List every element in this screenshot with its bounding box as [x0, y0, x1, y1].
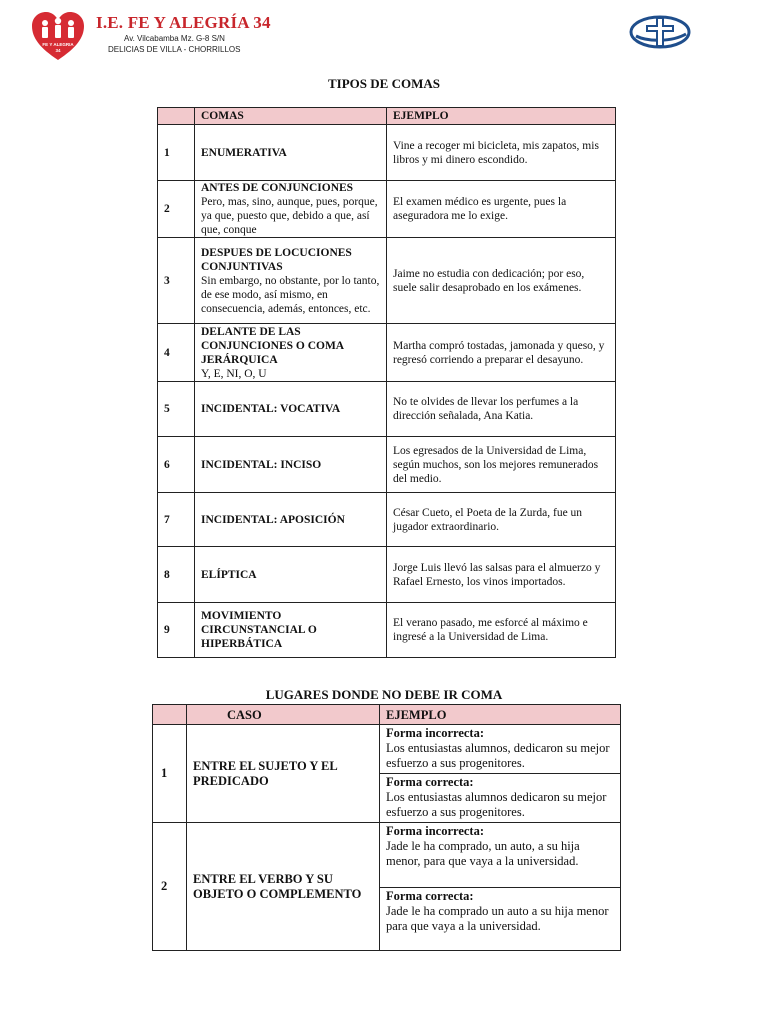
- row-number: 3: [158, 238, 195, 324]
- header-num: [158, 108, 195, 125]
- correct-text: Los entusiastas alumnos dedicaron su mejor esfuerzo a sus progenitores.: [386, 790, 607, 819]
- table-row: [158, 382, 616, 437]
- header-ejemplo: EJEMPLO: [387, 108, 616, 125]
- row-number: 9: [158, 603, 195, 658]
- correct-example-cell: [380, 888, 621, 951]
- correct-label: Forma correcta:: [386, 775, 474, 789]
- table-row: [158, 125, 616, 181]
- school-name: I.E. FE Y ALEGRÍA 34: [96, 13, 271, 32]
- comma-type-cell: [195, 547, 387, 603]
- example-cell: Vine a recoger mi bicicleta, mis zapatos, mis libros y mi dinero escondido.: [387, 125, 616, 181]
- row-number: 5: [158, 382, 195, 437]
- address-line2: DELICIAS DE VILLA - CHORRILLOS: [108, 45, 241, 54]
- comma-type-cell: [195, 238, 387, 324]
- comma-type-detail: Sin embargo, no obstante, por lo tanto, de ese modo, así mismo, en consecuencia, además, entonces, etc.: [201, 274, 380, 315]
- comma-types-table: [157, 107, 616, 658]
- comma-type-name: MOVIMIENTO CIRCUNSTANCIAL O HIPERBÁTICA: [201, 610, 317, 650]
- row-number: 1: [153, 725, 187, 823]
- comma-type-name: DELANTE DE LAS CONJUNCIONES O COMA JERÁRQUICA: [201, 325, 344, 366]
- table-row: [153, 823, 621, 888]
- table-row: [158, 493, 616, 547]
- table-row: [158, 238, 616, 324]
- comma-type-name: ANTES DE CONJUNCIONES: [201, 182, 354, 194]
- incorrect-label: Forma incorrecta:: [386, 824, 484, 838]
- comma-type-cell: [195, 437, 387, 493]
- example-cell: No te olvides de llevar los perfumes a la dirección señalada, Ana Katia.: [387, 382, 616, 437]
- comma-type-detail: Pero, mas, sino, aunque, pues, porque, ya que, puesto que, debido a que, así que, conque: [201, 196, 378, 236]
- incorrect-example-cell: [380, 823, 621, 888]
- example-cell: El verano pasado, me esforcé al máximo e ingresé a la Universidad de Lima.: [387, 603, 616, 658]
- table-row: [158, 181, 616, 238]
- address-line1: Av. Vilcabamba Mz. G-8 S/N: [124, 34, 225, 43]
- example-cell: Los egresados de la Universidad de Lima, según muchos, son los mejores remunerados del medio.: [387, 437, 616, 493]
- logo-number: 34: [55, 48, 61, 53]
- table-row: [158, 324, 616, 382]
- incorrect-example-cell: [380, 725, 621, 774]
- table-header-row: [153, 705, 621, 725]
- case-cell: ENTRE EL VERBO Y SU OBJETO O COMPLEMENTO: [187, 823, 380, 951]
- table-header-row: [158, 108, 616, 125]
- comma-type-cell: [195, 181, 387, 238]
- comma-type-cell: [195, 324, 387, 382]
- example-cell: Martha compró tostadas, jamonada y queso, y regresó corriendo a preparar el desayuno.: [387, 324, 616, 382]
- row-number: 8: [158, 547, 195, 603]
- case-cell: ENTRE EL SUJETO Y EL PREDICADO: [187, 725, 380, 823]
- table-row: [158, 437, 616, 493]
- comma-type-cell: [195, 603, 387, 658]
- comma-type-detail: Y, E, NI, O, U: [201, 367, 267, 380]
- header-comas: COMAS: [195, 108, 387, 125]
- table-row: [158, 547, 616, 603]
- row-number: 1: [158, 125, 195, 181]
- row-number: 2: [158, 181, 195, 238]
- row-number: 7: [158, 493, 195, 547]
- correct-example-cell: [380, 774, 621, 823]
- table-row: [158, 603, 616, 658]
- comma-type-cell: [195, 125, 387, 181]
- comma-type-name: INCIDENTAL: APOSICIÓN: [201, 513, 345, 526]
- no-comma-places-table: [152, 704, 621, 951]
- comma-type-name: ENUMERATIVA: [201, 146, 287, 159]
- comma-type-cell: [195, 493, 387, 547]
- cross-emblem-logo: [628, 12, 692, 52]
- correct-label: Forma correcta:: [386, 889, 474, 903]
- incorrect-text: Los entusiastas alumnos, dedicaron su mejor esfuerzo a sus progenitores.: [386, 741, 610, 770]
- header-ejemplo: EJEMPLO: [380, 705, 621, 725]
- comma-type-name: DESPUES DE LOCUCIONES CONJUNTIVAS: [201, 246, 352, 273]
- row-number: 6: [158, 437, 195, 493]
- correct-text: Jade le ha comprado un auto a su hija menor para que vaya a la universidad.: [386, 904, 609, 933]
- incorrect-text: Jade le ha comprado, un auto, a su hija menor, para que vaya a la universidad.: [386, 839, 580, 868]
- example-cell: César Cueto, el Poeta de la Zurda, fue un jugador extraordinario.: [387, 493, 616, 547]
- example-cell: Jaime no estudia con dedicación; por eso, suele salir desaprobado en los exámenes.: [387, 238, 616, 324]
- fe-y-alegria-heart-logo: [30, 10, 86, 62]
- table2-title: LUGARES DONDE NO DEBE IR COMA: [265, 687, 503, 702]
- table-row: [153, 725, 621, 774]
- comma-type-name: INCIDENTAL: VOCATIVA: [201, 403, 341, 415]
- comma-type-name: ELÍPTICA: [201, 568, 257, 581]
- example-cell: El examen médico es urgente, pues la aseguradora me lo exige.: [387, 181, 616, 238]
- header-num: [153, 705, 187, 725]
- comma-type-name: INCIDENTAL: INCISO: [201, 458, 322, 471]
- incorrect-label: Forma incorrecta:: [386, 726, 484, 740]
- header-caso: CASO: [187, 705, 380, 725]
- row-number: 4: [158, 324, 195, 382]
- comma-type-cell: [195, 382, 387, 437]
- logo-text: FE Y ALEGRIA: [42, 42, 74, 47]
- table1-title: TIPOS DE COMAS: [328, 76, 440, 91]
- row-number: 2: [153, 823, 187, 951]
- example-cell: Jorge Luis llevó las salsas para el almuerzo y Rafael Ernesto, los vinos importados.: [387, 547, 616, 603]
- page-header: [0, 0, 768, 70]
